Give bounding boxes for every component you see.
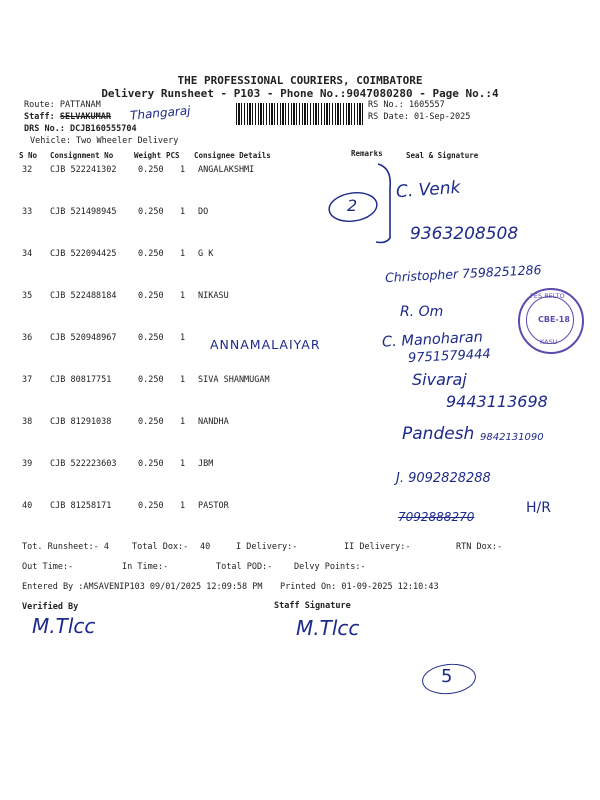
- row-weight: 0.250: [138, 165, 164, 175]
- row-consignment: CJB 81258171: [50, 501, 112, 511]
- staff-label: Staff:: [24, 112, 55, 122]
- company-title: THE PROFESSIONAL COURIERS, COIMBATORE: [177, 74, 423, 87]
- row-pcs: 1: [180, 333, 186, 343]
- struck-number-row-40: 7092888270: [398, 510, 475, 524]
- col-consignment: Consignment No: [50, 151, 114, 160]
- vehicle-label: Vehicle: Two Wheeler Delivery: [30, 136, 179, 146]
- row-pcs: 1: [180, 417, 186, 427]
- runsheet-title: Delivery Runsheet - P103 - Phone No.:9047080280 - Page No.:4: [101, 87, 499, 100]
- row-weight: 0.250: [138, 207, 164, 217]
- row-weight: 0.250: [138, 333, 164, 343]
- row-sno: 39: [22, 459, 33, 469]
- verified-signature: M.Tlcc: [32, 614, 96, 638]
- row-consignment: CJB 522241302: [50, 165, 117, 175]
- stamp-text-top: PES BELTO: [530, 292, 565, 300]
- stamp-text-bottom: KASU: [540, 338, 558, 346]
- row-pcs: 1: [180, 291, 186, 301]
- row-sno: 32: [22, 165, 33, 175]
- row-pcs: 1: [180, 501, 186, 511]
- phone-row-37: 9443113698: [446, 392, 548, 411]
- row-sno: 35: [22, 291, 33, 301]
- row-pcs: 1: [180, 207, 186, 217]
- row-sno: 33: [22, 207, 33, 217]
- signature-row-32: C. Venk: [395, 177, 462, 203]
- total-dox-label: Total Dox:-: [132, 542, 189, 552]
- total-pod: Total POD:-: [216, 562, 273, 572]
- entered-by: Entered By :AMSAVENIP103 09/01/2025 12:09:58 PM: [22, 582, 263, 592]
- row-sno: 34: [22, 249, 33, 259]
- route-label: Route: PATTANAM: [24, 100, 101, 110]
- row-weight: 0.250: [138, 459, 164, 469]
- row-sno: 40: [22, 501, 33, 511]
- row-weight: 0.250: [138, 291, 164, 301]
- row-weight: 0.250: [138, 501, 164, 511]
- page-circle-number: 5: [441, 666, 453, 687]
- verified-by-label: Verified By: [22, 602, 79, 612]
- staff-handwritten: Thangaraj: [129, 103, 191, 123]
- row-consignment: CJB 521498945: [50, 207, 117, 217]
- row-weight: 0.250: [138, 249, 164, 259]
- rtn-dox: RTN Dox:-: [456, 542, 503, 552]
- row-consignment: CJB 522094425: [50, 249, 117, 259]
- col-consignee: Consignee Details: [194, 151, 271, 160]
- signature-row-34: Christopher 7598251286: [384, 261, 542, 286]
- row-pcs: 1: [180, 165, 186, 175]
- col-remarks: Remarks: [351, 149, 383, 158]
- row-consignee: G K: [198, 249, 214, 259]
- mark-row-40: H/R: [526, 500, 551, 516]
- row-pcs: 1: [180, 249, 186, 259]
- out-time: Out Time:-: [22, 562, 74, 572]
- row-consignment: CJB 520948967: [50, 333, 117, 343]
- signature-row-36: C. Manoharan: [381, 329, 484, 351]
- signature-row-39: J. 9092828288: [396, 471, 491, 486]
- delivery-points: Delvy Points:-: [294, 562, 366, 572]
- signature-row-38: Pandesh: [402, 424, 475, 444]
- phone-row-38: 9842131090: [480, 432, 544, 443]
- row-sno: 38: [22, 417, 33, 427]
- row-consignee: NANDHA: [198, 417, 229, 427]
- row-consignee: DO: [198, 207, 209, 217]
- col-pcs: PCS: [166, 151, 180, 160]
- row-consignee: NIKASU: [198, 291, 229, 301]
- remarks-bracket: [320, 158, 400, 248]
- total-dox-value: 40: [200, 542, 211, 552]
- col-seal: Seal & Signature: [406, 151, 479, 160]
- barcode: [236, 103, 364, 125]
- row-consignee: PASTOR: [198, 501, 229, 511]
- row-consignment: CJB 522488184: [50, 291, 117, 301]
- row-consignment: CJB 81291038: [50, 417, 112, 427]
- row-consignment: CJB 522223603: [50, 459, 117, 469]
- stamp-text-center: CBE-18: [538, 315, 570, 324]
- printed-on: Printed On: 01-09-2025 12:10:43: [280, 582, 439, 592]
- row-consignment: CJB 80817751: [50, 375, 112, 385]
- i-delivery: I Delivery:-: [236, 542, 298, 552]
- staff-signature: M.Tlcc: [296, 616, 360, 640]
- row-sno: 36: [22, 333, 33, 343]
- drs-number: DRS No.: DCJB160555704: [24, 124, 137, 134]
- row-consignee: JBM: [198, 459, 214, 469]
- remark-circle-number: 2: [347, 196, 358, 215]
- row-pcs: 1: [180, 459, 186, 469]
- signature-row-35: R. Om: [400, 304, 444, 320]
- row-weight: 0.250: [138, 417, 164, 427]
- company-stamp: [518, 288, 584, 354]
- phone-row-33: 9363208508: [410, 224, 519, 244]
- row-sno: 37: [22, 375, 33, 385]
- row-consignee: SIVA SHANMUGAM: [198, 375, 270, 385]
- rs-date: RS Date: 01-Sep-2025: [368, 112, 471, 122]
- in-time: In Time:-: [122, 562, 169, 572]
- col-weight: Weight: [134, 151, 162, 160]
- ii-delivery: II Delivery:-: [344, 542, 411, 552]
- staff-signature-label: Staff Signature: [274, 601, 351, 611]
- staff-name: SELVAKUMAR: [59, 112, 112, 122]
- col-sno: S No: [19, 151, 38, 160]
- row-weight: 0.250: [138, 375, 164, 385]
- phone-row-36: 9751579444: [407, 346, 492, 367]
- signature-row-37: Sivaraj: [412, 370, 467, 389]
- row-consignee: ANGALAKSHMI: [198, 165, 255, 175]
- staff-row: [24, 112, 111, 122]
- row-pcs: 1: [180, 375, 186, 385]
- rs-number: RS No.: 1605557: [368, 100, 445, 110]
- total-runsheet: Tot. Runsheet:- 4: [22, 542, 109, 552]
- handwritten-name-row-36: ANNAMALAIYAR: [210, 337, 321, 352]
